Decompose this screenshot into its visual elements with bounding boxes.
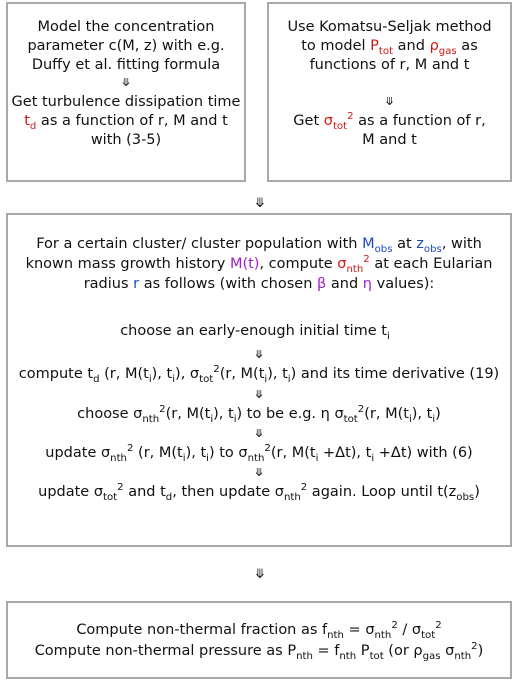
box3-line1: For a certain cluster/ cluster population with $M_{obs}$ at $z_{obs}$, with <box>36 236 482 255</box>
box2-line5: M and t <box>362 132 417 148</box>
down-arrow-icon: ⤋ <box>254 348 264 361</box>
result-pressure: Compute non-thermal pressure as $P_{nth} = f_{nth}$ $P_{tot}$ (or $\rho_{gas}$ $\sigma_{nth}^2$) <box>34 641 484 662</box>
step-loop: update $\sigma_{tot}^2$ and $t_d$, then update $\sigma_{nth}^2$ again. Loop until $t(z_{obs})$ <box>38 482 480 503</box>
box2-line2: to model $P_{tot}$ and $\rho_{gas}$ as <box>301 38 478 57</box>
step-choose-sigma: choose $\sigma_{nth}^2(r$, $M(t_i)$, $t_i$) to be e.g. η $\sigma_{tot}^2(r$, $M(t_i)$, $t_i$) <box>77 404 441 425</box>
box-nonthermal-results <box>6 601 512 679</box>
step-update-sigma: update $\sigma_{nth}^2$ (r, $M(t_i)$, $t_i$) to $\sigma_{nth}^2(r$, $M(t_i +\Delta t)$, $t_i +\Delta t$) with (6) <box>45 443 473 464</box>
box2-line3: functions of r, M and t <box>309 57 470 73</box>
sigma-tot-symbol: $\sigma_{tot}^2$ <box>323 111 354 132</box>
box1-line1: Model the concentration <box>37 19 215 35</box>
box2-line1: Use Komatsu-Seljak method <box>287 19 492 35</box>
box1-line5: $t_d$ as a function of r, M and t <box>24 113 228 132</box>
mass-history-symbol: M(t) <box>229 256 260 272</box>
down-arrow-icon: ⤋ <box>254 427 264 440</box>
eta-symbol: η <box>362 276 372 292</box>
sigma-nth-symbol: $\sigma_{nth}^2$ <box>337 254 370 275</box>
step-initial-time: choose an early-enough initial time $t_i$ <box>120 323 390 342</box>
mobs-symbol: $M_{obs}$ <box>362 236 393 255</box>
box-evolution-loop <box>6 213 512 547</box>
box-concentration-model <box>6 2 246 182</box>
box1-line2: parameter c(M, z) with e.g. <box>27 38 225 54</box>
box1-line6: with (3-5) <box>90 132 162 148</box>
zobs-symbol: $z_{obs}$ <box>416 236 442 255</box>
down-arrow-icon: ⤋ <box>384 95 395 108</box>
box2-line4: Get $\sigma_{tot}^2$ as a function of r, <box>293 111 486 132</box>
step-compute-td: compute $t_d$ (r, $M(t_i)$, $t_i$), $\sigma_{tot}^2(r$, $M(t_i)$, $t_i$) and its time derivative (19) <box>18 364 500 385</box>
box1-line3: Duffy et al. fitting formula <box>31 57 221 73</box>
box1-line4: Get turbulence dissipation time <box>11 94 241 110</box>
rhogas-symbol: $\rho_{gas}$ <box>429 38 457 57</box>
result-fraction: Compute non-thermal fraction as $f_{nth} = \sigma_{nth}^2 / \sigma_{tot}^2$ <box>76 620 442 641</box>
radius-symbol: r <box>133 276 140 292</box>
down-arrow-icon: ⤋ <box>254 196 266 211</box>
down-arrow-icon: ⤋ <box>121 76 131 89</box>
down-arrow-icon: ⤋ <box>254 466 264 479</box>
td-symbol: $t_d$ <box>24 113 37 132</box>
down-arrow-icon: ⤋ <box>254 567 266 582</box>
box3-line2: known mass growth history M(t), compute $\sigma_{nth}^2$ at each Eularian <box>25 254 493 275</box>
box-komatsu-seljak <box>267 2 512 182</box>
beta-symbol: β <box>317 276 327 292</box>
box3-line3: radius r as follows (with chosen β and η values): <box>83 276 435 292</box>
ptot-symbol: $P_{tot}$ <box>370 38 394 57</box>
down-arrow-icon: ⤋ <box>254 388 264 401</box>
